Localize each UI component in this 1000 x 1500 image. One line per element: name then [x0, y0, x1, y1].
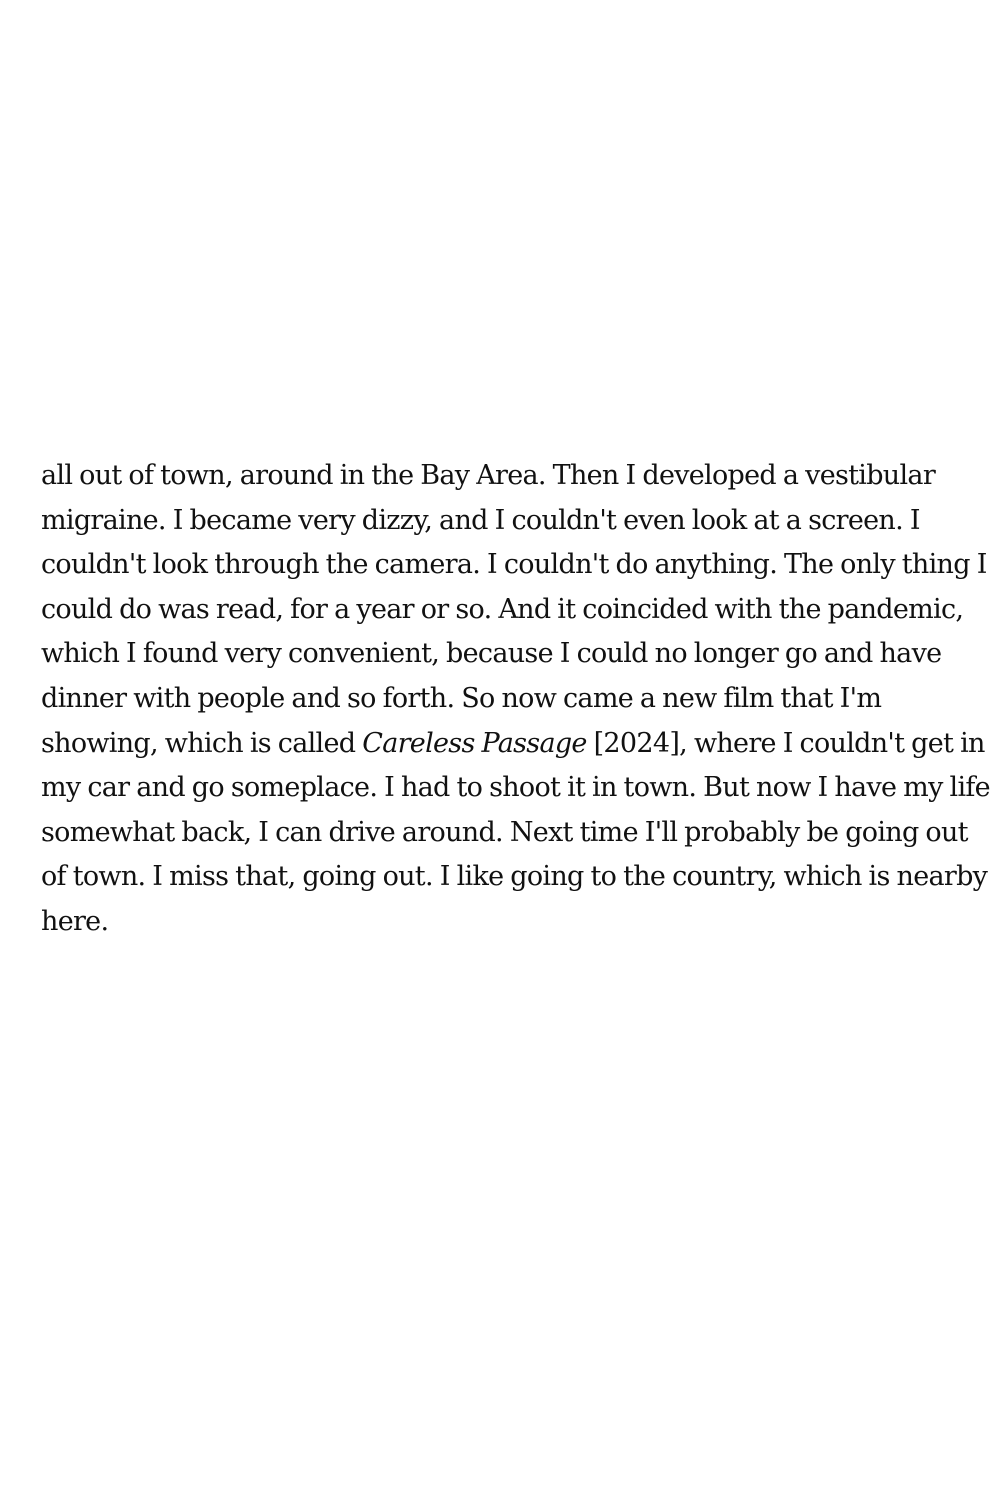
- film-title: Careless Passage: [362, 727, 587, 759]
- article-paragraph: [41, 454, 996, 945]
- paragraph-text-before: all out of town, around in the Bay Area. Then I developed a vestibular migraine. I became very dizzy, and I couldn't even look at a screen. I couldn't look through the camera. I couldn't do anything. The only thing I could do was read, for a year or so. And it coincided with the pandemic, which I found very convenient, because I could no longer go and have dinner with people and so forth. So now came a new film that I'm showing, which is called: [41, 460, 987, 759]
- paragraph-text-after: [2024], where I couldn't get in my car and go someplace. I had to shoot it in town. But now I have my life somewhat back, I can drive around. Next time I'll probably be going out of town. I miss that, going out. I like going to the country, which is nearby here.: [41, 727, 990, 937]
